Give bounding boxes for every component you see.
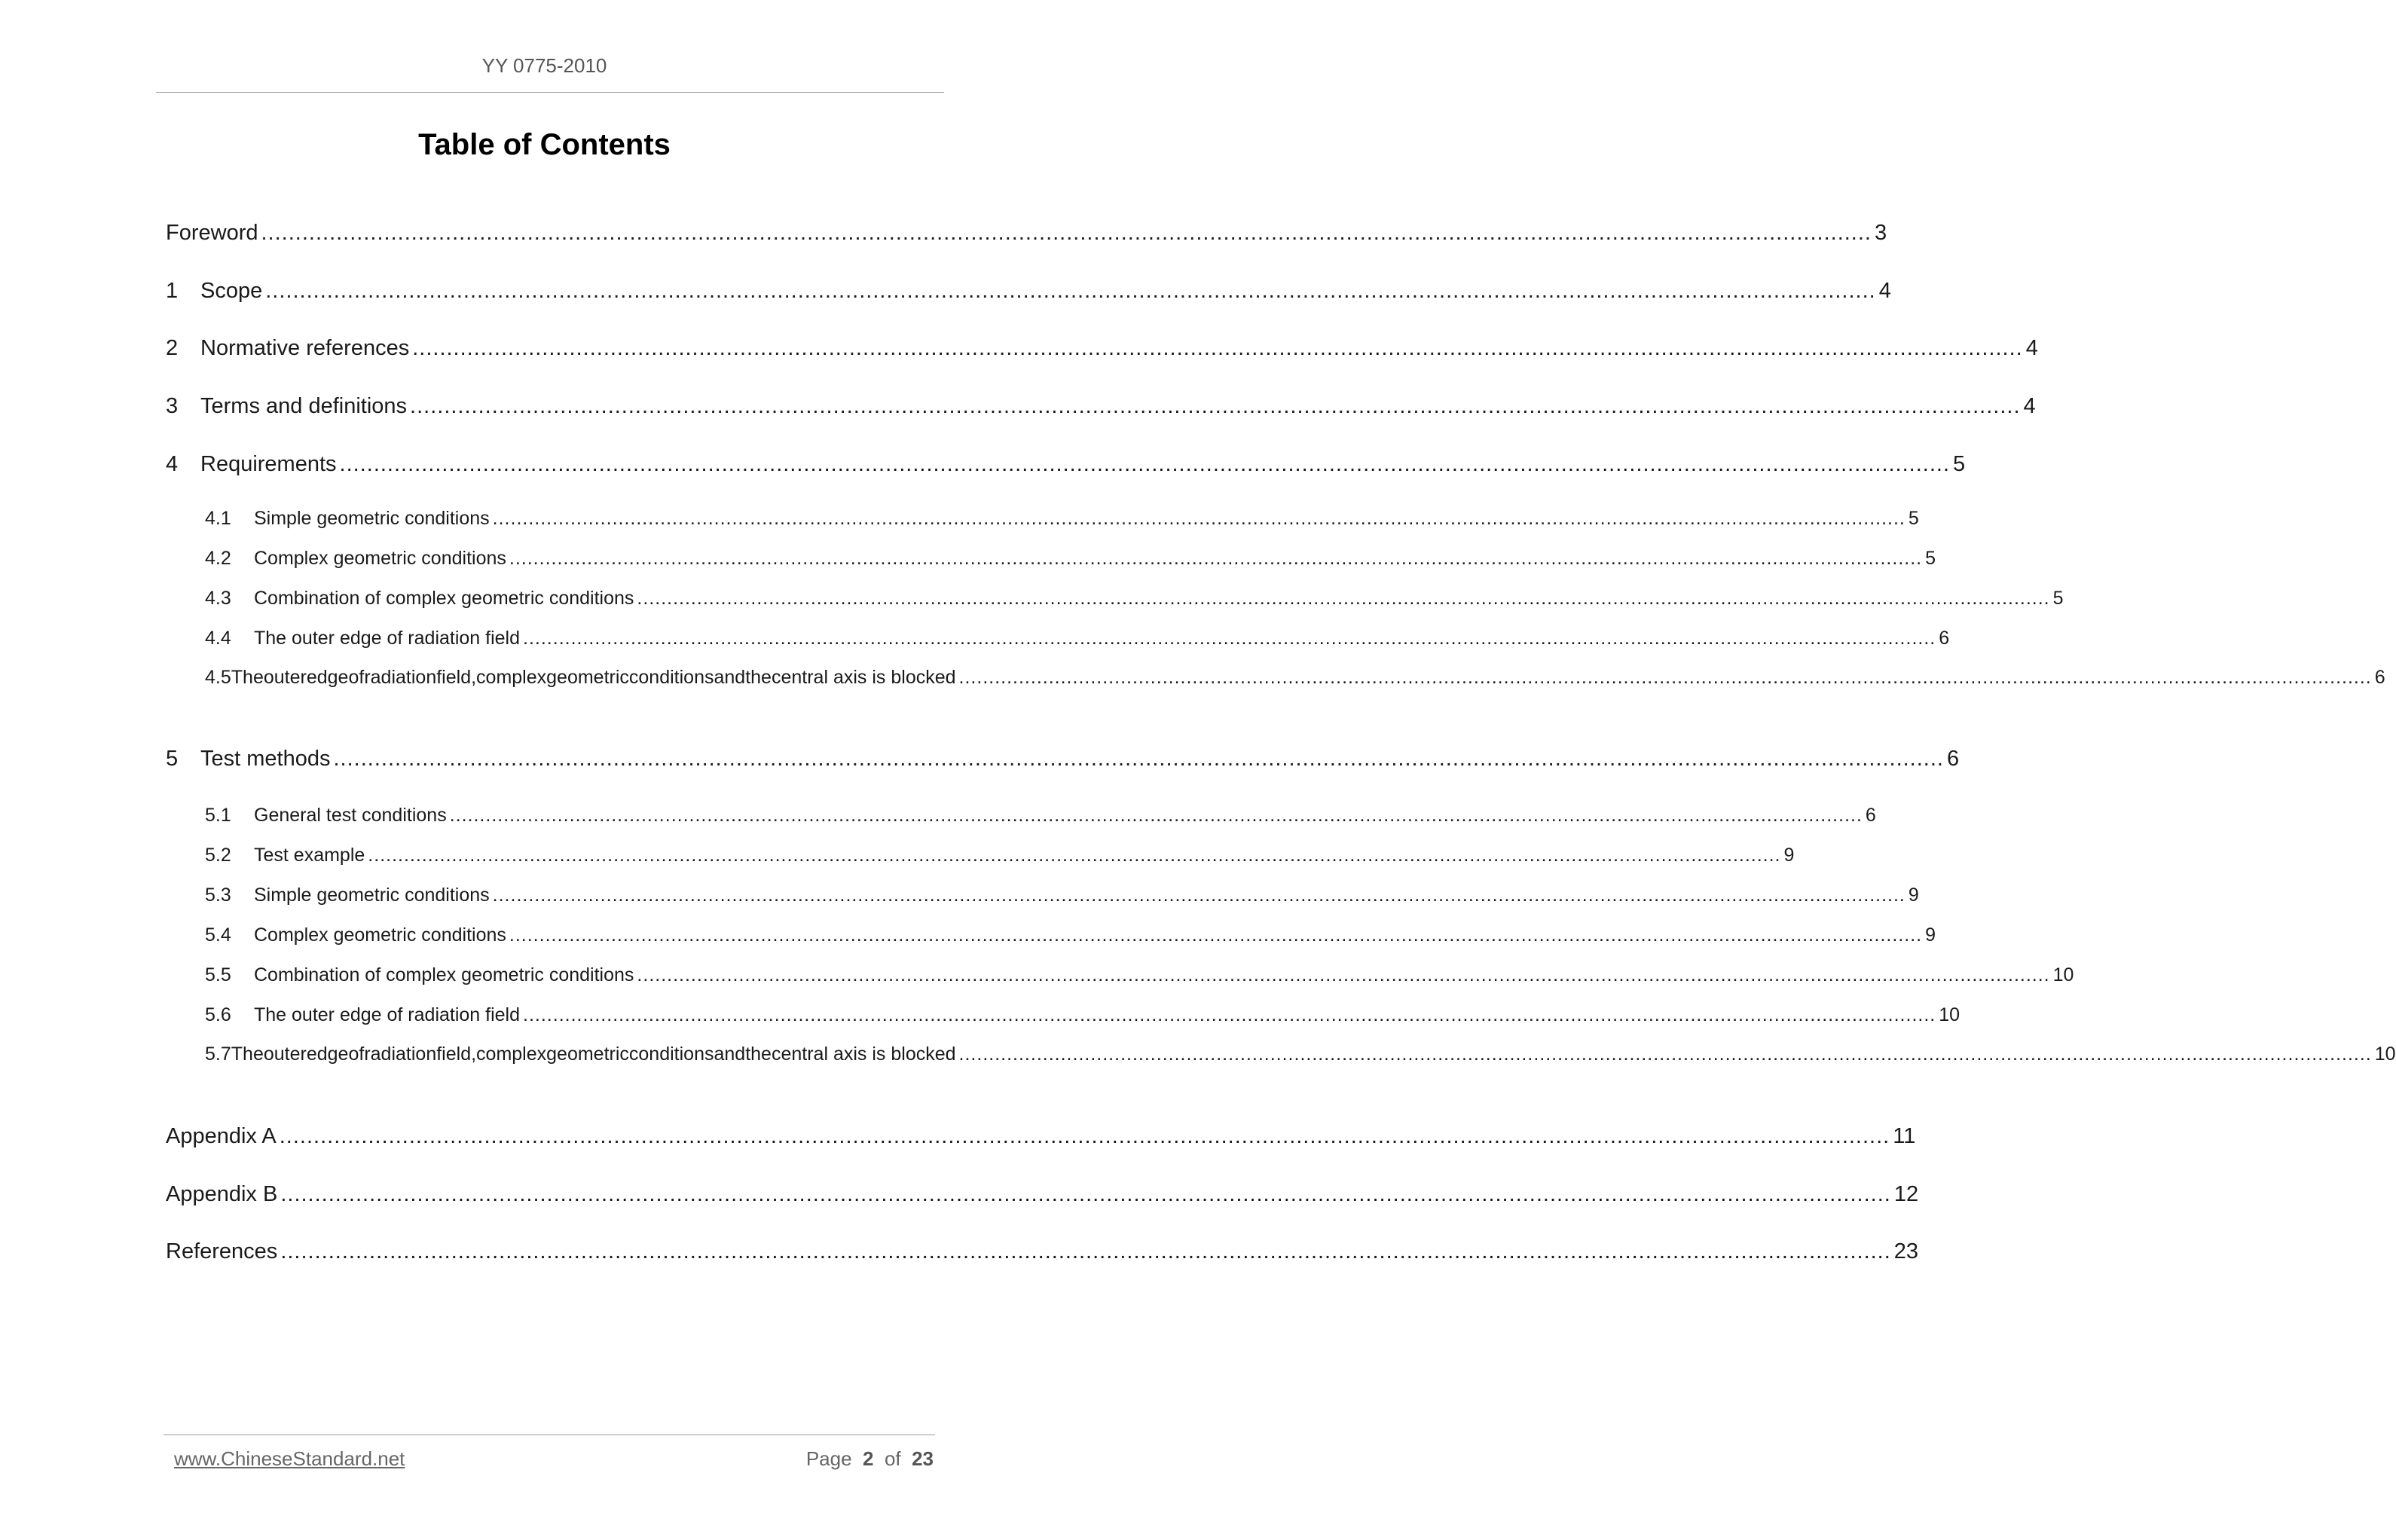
toc-entry-5-1[interactable]: [205, 805, 1876, 827]
toc-label-line2: [772, 663, 2385, 692]
toc-page-number: 12: [1893, 1182, 1919, 1206]
dot-leader: [523, 1004, 1936, 1026]
toc-label: General test conditions: [254, 805, 447, 826]
toc-number: 4.2: [205, 548, 231, 569]
toc-entry-4-5[interactable]: [205, 663, 2385, 692]
toc-entry-5-7[interactable]: [205, 1040, 2396, 1069]
toc-label-word: radiation: [364, 667, 437, 688]
toc-label-line1: [205, 1040, 772, 1069]
toc-label-word: edge: [306, 1043, 349, 1065]
dot-leader: [509, 924, 1922, 946]
page-title: Table of Contents: [418, 128, 671, 161]
toc-label: Scope: [200, 279, 263, 303]
toc-entry-scope[interactable]: [166, 279, 1891, 304]
toc-label: Simple geometric conditions: [254, 885, 490, 906]
toc-number: 5.4: [205, 924, 231, 946]
dot-leader: [493, 885, 1905, 906]
dot-leader: [450, 805, 1863, 827]
toc-label: Terms and definitions: [200, 394, 408, 418]
toc-label: Appendix A: [166, 1124, 277, 1148]
toc-number: 4.1: [205, 508, 231, 529]
toc-page-number: 6: [1939, 628, 1950, 649]
toc-entry-requirements[interactable]: [166, 452, 1966, 477]
toc-label: Complex geometric conditions: [254, 924, 506, 946]
toc-label-word: complex: [476, 1043, 547, 1065]
toc-page-number: 4: [2025, 336, 2038, 360]
toc-entry-appendix-b[interactable]: [166, 1182, 1919, 1207]
toc-page-number: 5: [1953, 452, 1966, 476]
toc-label: Requirements: [200, 452, 337, 476]
toc-number: 5.1: [205, 805, 231, 826]
toc-entry-5-5[interactable]: [205, 964, 2074, 986]
toc-label: The outer edge of radiation field: [254, 628, 521, 649]
of-word: of: [884, 1447, 901, 1470]
dot-leader: [637, 588, 2049, 610]
running-header: YY 0775-2010: [481, 54, 607, 77]
toc-entry-appendix-a[interactable]: [166, 1124, 1916, 1149]
toc-entry-normative-references[interactable]: [166, 336, 2038, 361]
toc-number: 4: [166, 452, 179, 476]
toc-label-word: The: [231, 1043, 264, 1065]
toc-page-number: 4: [2023, 394, 2036, 418]
toc-label: Test methods: [200, 747, 331, 771]
toc-label-word: field,: [436, 1043, 477, 1065]
toc-label-line1: [205, 663, 772, 692]
toc-entry-5-6[interactable]: [205, 1004, 1961, 1026]
toc-label: Simple geometric conditions: [254, 508, 490, 529]
toc-label-continuation: central axis is blocked: [771, 1043, 956, 1065]
toc-label-word: edge: [306, 667, 349, 688]
toc-label-line2: [772, 1040, 2396, 1069]
dot-leader: [509, 548, 1922, 570]
toc-number: 5.7: [205, 1043, 231, 1065]
toc-page-number: 5: [2052, 588, 2064, 609]
toc-entry-4-2[interactable]: [205, 548, 1936, 570]
toc-label-word: of: [348, 1043, 365, 1065]
toc-page-number: 5: [1925, 548, 1936, 569]
dot-leader: [410, 394, 2020, 419]
page-indicator: [806, 1447, 934, 1471]
toc-label-word: outer: [263, 1043, 307, 1065]
dot-leader: [412, 336, 2022, 361]
dot-leader: [368, 845, 1780, 866]
dot-leader: [340, 452, 1950, 477]
dot-leader: [959, 663, 2372, 692]
toc-label-word: geometric: [546, 1043, 629, 1065]
toc-label-word: outer: [263, 667, 307, 688]
toc-page-number: 10: [2374, 1043, 2396, 1065]
toc-label-word: field,: [436, 667, 477, 688]
toc-label-continuation: central axis is blocked: [771, 667, 956, 688]
dot-leader: [265, 279, 1875, 304]
dot-leader: [523, 628, 1936, 649]
toc-page-number: 23: [1893, 1239, 1919, 1263]
toc-label-word: The: [231, 667, 264, 688]
toc-page-number: 6: [1865, 805, 1876, 826]
toc-page-number: 9: [1908, 885, 1919, 906]
toc-label: Combination of complex geometric conditions: [254, 588, 634, 609]
toc-page-number: 3: [1874, 221, 1887, 245]
toc-label-word: the: [745, 1043, 772, 1065]
toc-page-number: 4: [1878, 279, 1891, 303]
toc-label-word: geometric: [546, 667, 629, 688]
toc-page-number: 9: [1925, 924, 1936, 946]
toc-number: 3: [166, 394, 179, 418]
toc-label: Test example: [254, 845, 365, 866]
toc-number: 4.4: [205, 628, 231, 649]
header-divider: [156, 92, 944, 93]
toc-number: 4.5: [205, 667, 231, 688]
toc-label: References: [166, 1239, 278, 1263]
toc-label-word: conditions: [628, 667, 714, 688]
toc-label-word: of: [348, 667, 365, 688]
toc-label-word: and: [714, 667, 746, 688]
toc-page-number: 6: [1946, 747, 1960, 771]
dot-leader: [280, 1239, 1890, 1264]
toc-entry-5-2[interactable]: [205, 845, 1795, 866]
toc-label: The outer edge of radiation field: [254, 1004, 521, 1025]
toc-label-word: complex: [476, 667, 547, 688]
toc-number: 4.3: [205, 588, 231, 609]
toc-entry-5-3[interactable]: [205, 885, 1919, 906]
toc-number: 2: [166, 336, 179, 360]
toc-number: 1: [166, 279, 179, 303]
toc-number: 5: [166, 747, 179, 771]
toc-entry-5-4[interactable]: [205, 924, 1936, 946]
current-page-number: 2: [863, 1447, 874, 1470]
toc-label: Foreword: [166, 221, 258, 245]
toc-label-word: radiation: [364, 1043, 437, 1065]
toc-number: 5.3: [205, 885, 231, 906]
toc-page-number: 10: [2052, 964, 2074, 985]
toc-label-word: the: [745, 667, 772, 688]
toc-number: 5.6: [205, 1004, 231, 1025]
toc-page-number: 5: [1908, 508, 1919, 529]
dot-leader: [959, 1040, 2372, 1069]
dot-leader: [333, 747, 1943, 772]
toc-entry-foreword[interactable]: [166, 221, 1887, 246]
toc-label: Normative references: [200, 336, 410, 360]
toc-entry-test-methods[interactable]: [166, 747, 1960, 772]
website-link[interactable]: www.ChineseStandard.net: [174, 1447, 405, 1470]
page-word: Page: [805, 1447, 852, 1470]
total-pages: 23: [912, 1447, 934, 1470]
dot-leader: [280, 1182, 1890, 1207]
toc-page-number: 11: [1893, 1124, 1916, 1148]
toc-page-number: 9: [1783, 845, 1795, 866]
toc-entry-terms-definitions[interactable]: [166, 394, 2036, 419]
toc-page-number: 10: [1939, 1004, 1961, 1025]
dot-leader: [280, 1124, 1890, 1149]
toc-label: Combination of complex geometric conditions: [254, 964, 634, 985]
toc-entry-4-3[interactable]: [205, 588, 2064, 610]
toc-entry-references[interactable]: [166, 1239, 1919, 1264]
toc-entry-4-1[interactable]: [205, 508, 1919, 530]
toc-label-word: conditions: [628, 1043, 714, 1065]
toc-entry-4-4[interactable]: [205, 628, 1950, 649]
toc-number: 5.5: [205, 964, 231, 985]
toc-label-word: and: [714, 1043, 746, 1065]
dot-leader: [637, 964, 2049, 986]
toc-number: 5.2: [205, 845, 231, 866]
dot-leader: [261, 221, 1872, 246]
toc-page-number: 6: [2374, 667, 2385, 688]
toc-label: Complex geometric conditions: [254, 548, 506, 569]
dot-leader: [493, 508, 1905, 530]
toc-label: Appendix B: [166, 1182, 278, 1206]
